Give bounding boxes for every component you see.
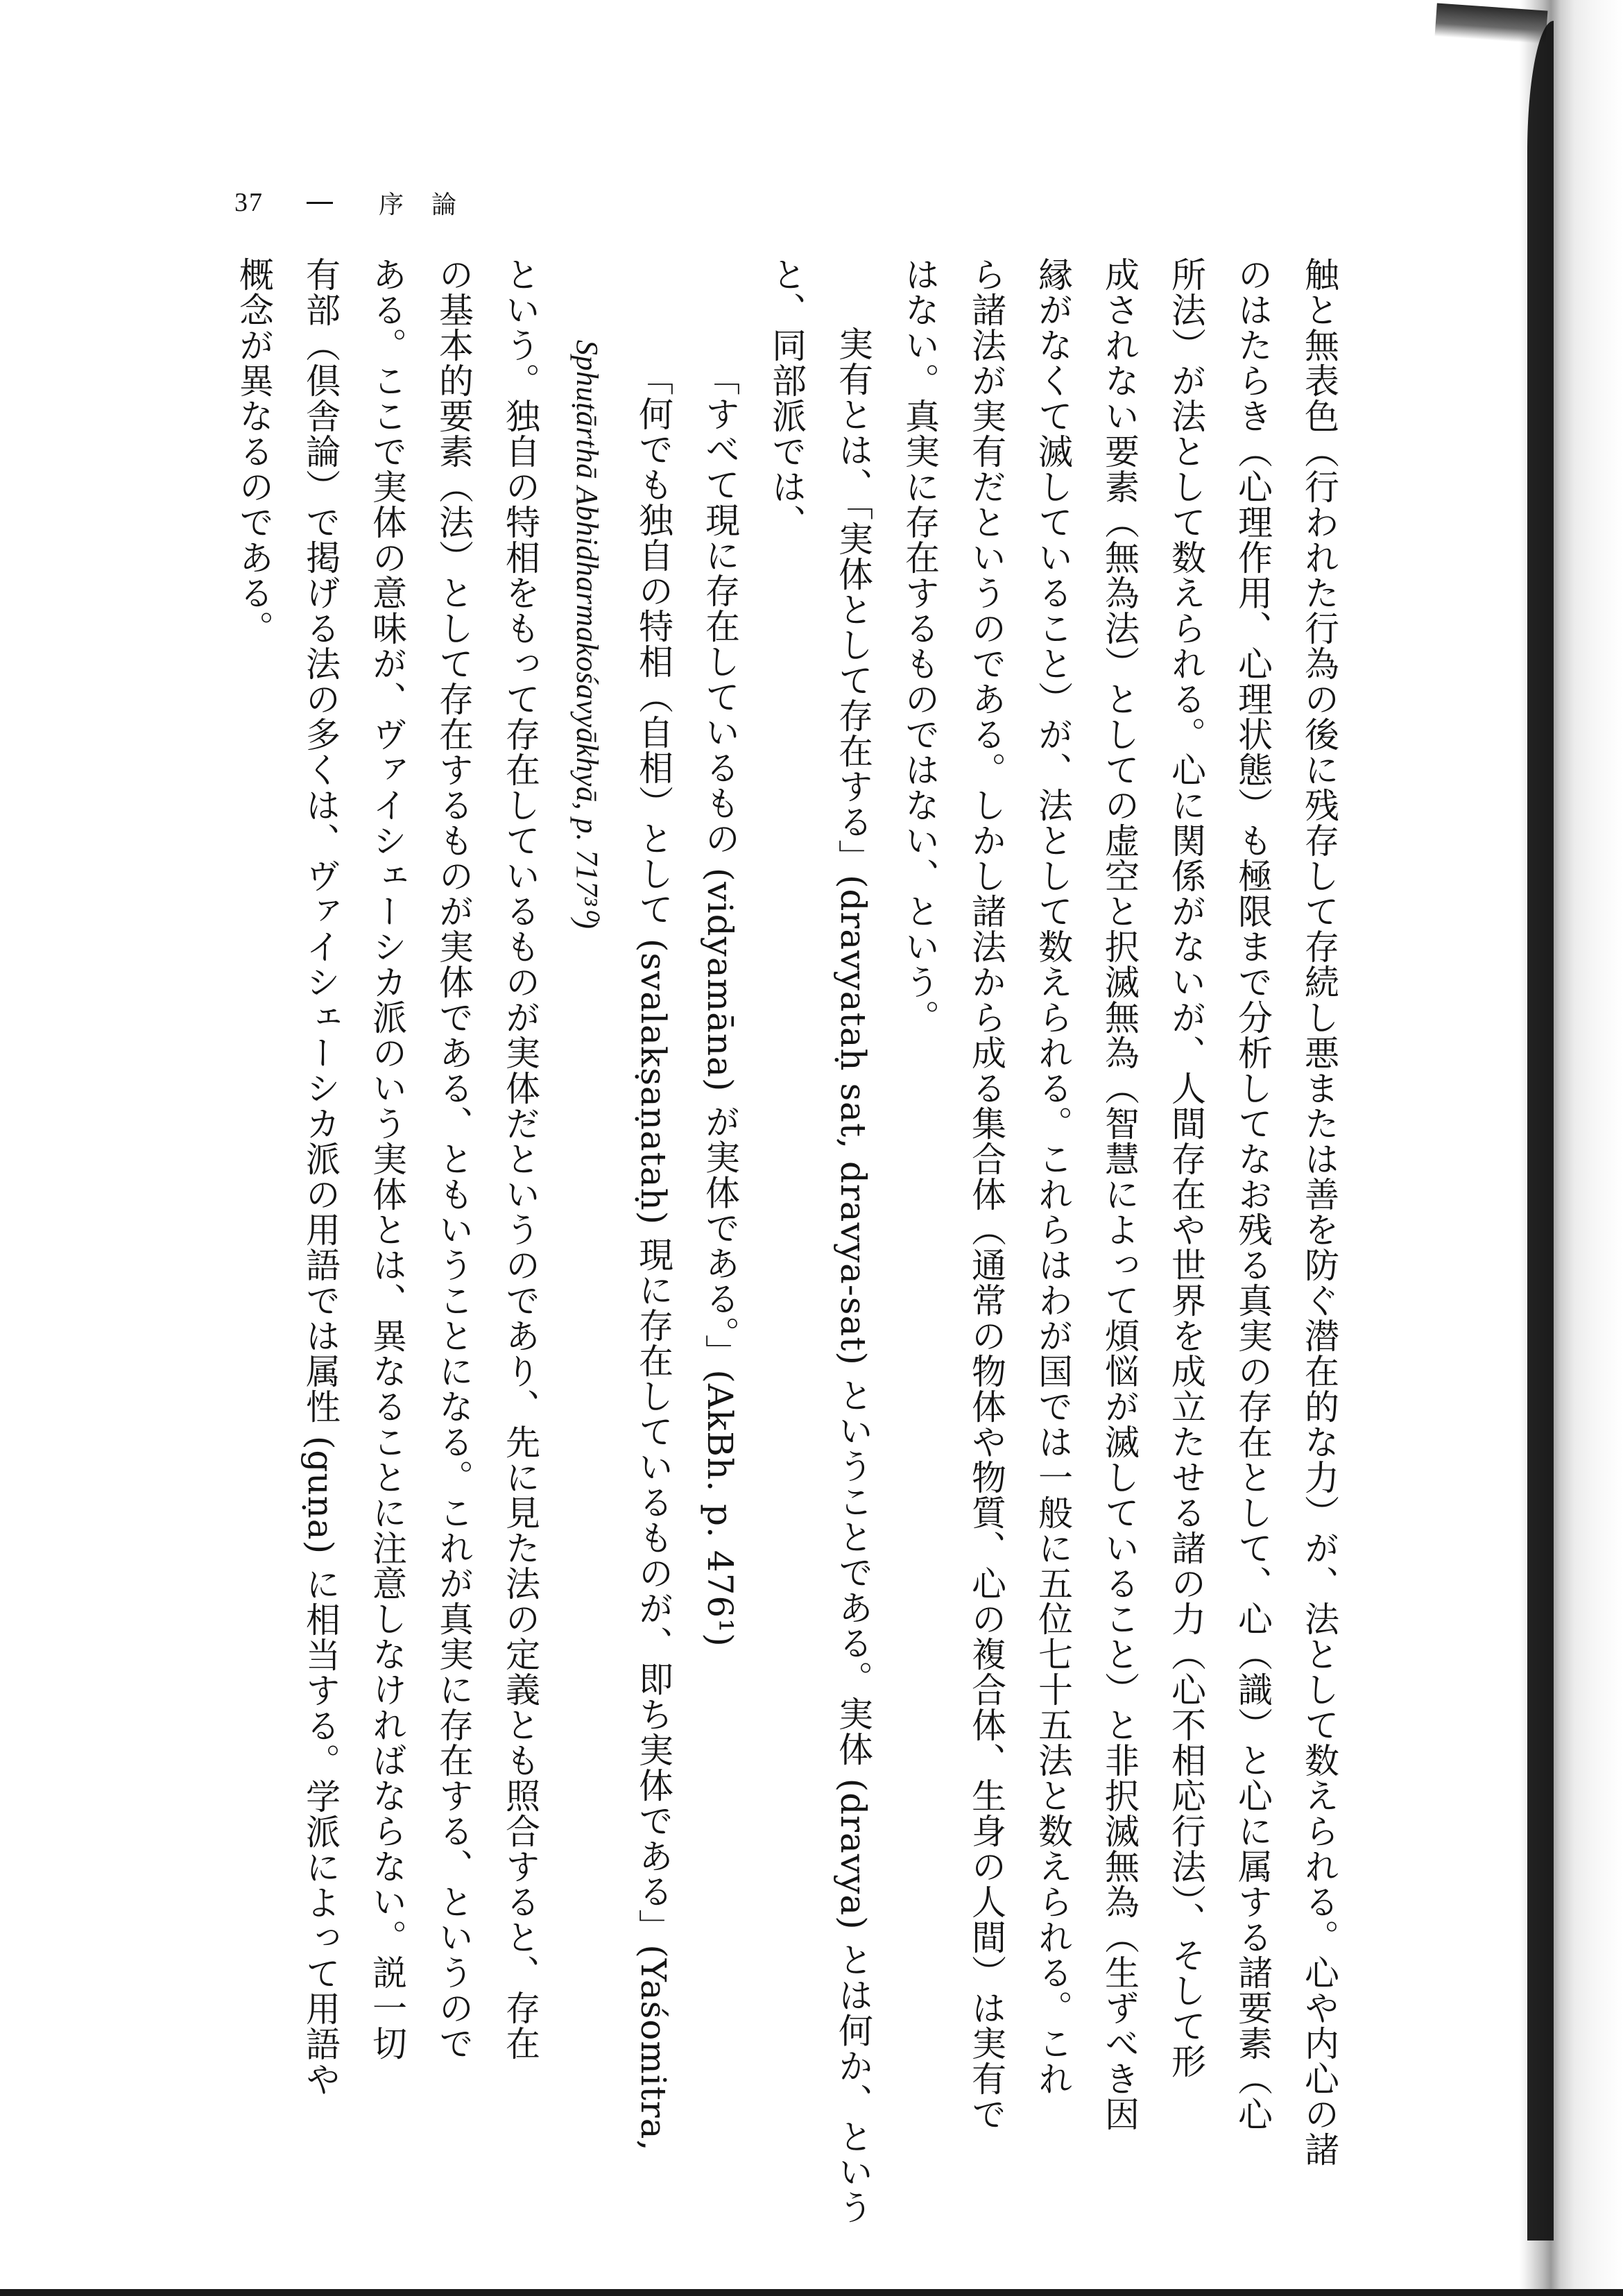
text-column-9: と、同部派では、: [766, 257, 807, 540]
scanned-page-shadow: [1527, 21, 1554, 2241]
text-column-16: 有部（倶舎論）で掲げる法の多くは、ヴァイシェーシカ派の用語では属性 (guṇa) に相当する。学派によって用語や: [300, 257, 341, 2098]
quote-1: 「すべて現に存在しているもの (vidyamāna) が実体である。」(AkBh. p. 476¹): [700, 361, 740, 1647]
text-column-2: のはたらき（心理作用、心理状態）も極限まで分析してなお残る真実の存在として、心（識）と心に属する諸要素（心: [1233, 257, 1273, 2132]
text-column-6: ら諸法が実有だというのである。しかし諸法から成る集合体（通常の物体や物質、心の複合体、生身の人間）は実有で: [966, 257, 1006, 2132]
text-column-15: ある。ここで実体の意味が、ヴァイシェーシカ派のいう実体とは、異なることに注意しなければならない。説一切: [367, 257, 407, 2061]
page-number: 37: [234, 188, 264, 217]
head-dash: [307, 202, 333, 204]
section-title: 序 論: [379, 190, 458, 219]
text-column-1: 触と無表色（行われた行為の後に残存して存続し悪または善を防ぐ潜在的な力）が、法として数えられる。心や内心の諸: [1299, 257, 1339, 2167]
quote-citation: Sphuṭārthā Abhidharmakośavyākhyā, p. 717³⁰): [570, 340, 604, 929]
text-column-4: 成されない要素（無為法）としての虚空と択滅無為（智慧によって煩悩が滅していること）と非択滅無為（生ずべき因: [1099, 257, 1140, 2132]
scan-bottom-rule: [0, 2289, 1623, 2296]
text-column-14: の基本的要素（法）として存在するものが実体である、ともいうことになる。これが真実に存在する、というので: [433, 257, 474, 2061]
vertical-body-text: [221, 257, 1352, 2225]
running-head: [234, 182, 458, 223]
text-column-3: 所法）が法として数えられる。心に関係がないが、人間存在や世界を成立たせる諸の力（心不相応行法）、そして形: [1166, 257, 1206, 2079]
text-column-8: 実有とは、「実体として存在する」(dravyataḥ sat, dravya-sat) ということである。実体 (dravya) とは何か、という: [833, 326, 873, 2225]
text-column-7: はない。真実に存在するものではない、という。: [900, 257, 940, 1035]
text-column-13: という。独自の特相をもって存在しているものが実体だというのであり、先に見た法の定義とも照合すると、存在: [500, 257, 540, 2061]
text-column-5: 縁がなくて滅していること）が、法として数えられる。これらはわが国では一般に五位七十五法と数えられる。これ: [1033, 257, 1073, 2096]
scanned-page-edge-top: [1435, 3, 1548, 44]
quote-2: 「何でも独自の特相（自相）として (svalakṣaṇataḥ) 現に存在しているものが、即ち実体である」(Yaśomitra,: [633, 361, 673, 2152]
text-column-17: 概念が異なるのである。: [234, 257, 274, 646]
